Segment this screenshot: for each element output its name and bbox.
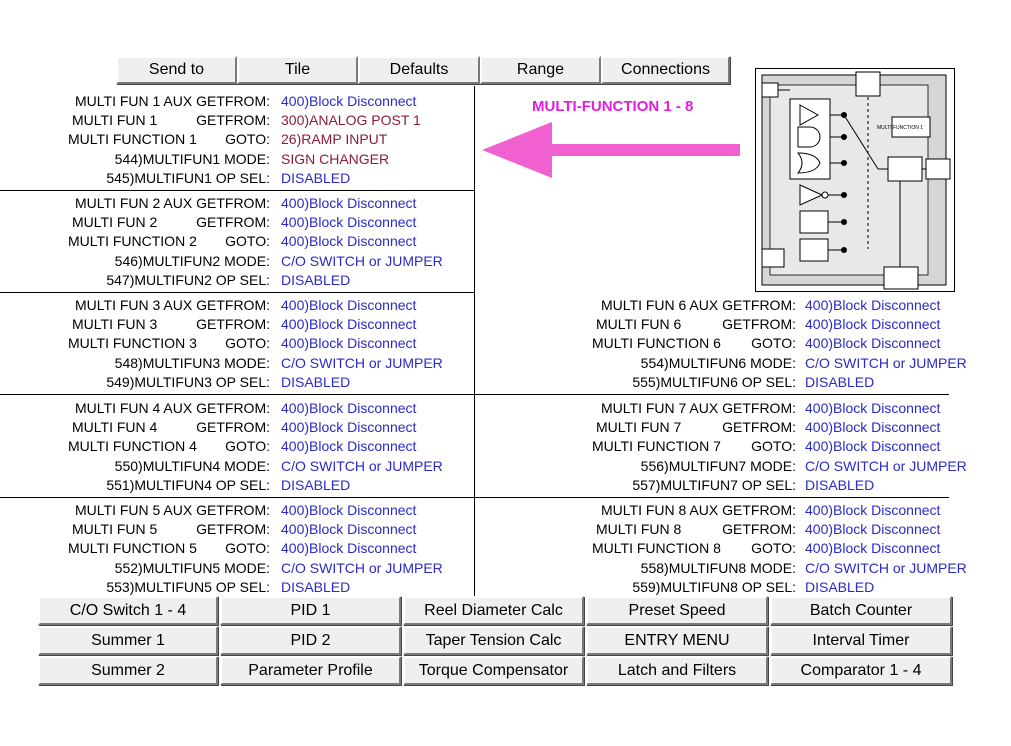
- nav-button-taper-tension-calc[interactable]: Taper Tension Calc: [403, 626, 584, 655]
- divider-right-2: [475, 497, 949, 498]
- param-label: MULTI FUN 4: [72, 419, 158, 436]
- param-value[interactable]: C/O SWITCH or JUMPER: [805, 354, 967, 371]
- param-value[interactable]: 400)Block Disconnect: [281, 419, 417, 436]
- param-label-suffix: GOTO:: [225, 233, 270, 250]
- param-value[interactable]: 400)Block Disconnect: [281, 93, 417, 109]
- param-value[interactable]: 400)Block Disconnect: [805, 335, 941, 352]
- tile-button[interactable]: Tile: [237, 56, 358, 84]
- param-value[interactable]: 400)Block Disconnect: [281, 316, 417, 333]
- nav-button-comparator-1-4[interactable]: Comparator 1 - 4: [770, 656, 952, 685]
- param-value[interactable]: C/O SWITCH or JUMPER: [281, 559, 443, 576]
- param-label: 551)MULTIFUN4 OP SEL:: [106, 476, 270, 493]
- param-label-suffix: GOTO:: [225, 131, 270, 148]
- param-label: 548)MULTIFUN3 MODE:: [114, 354, 270, 371]
- param-label: MULTI FUN 7 AUX GETFROM:: [601, 400, 796, 416]
- param-label-suffix: GETFROM:: [196, 521, 270, 538]
- param-value[interactable]: 400)Block Disconnect: [281, 195, 417, 211]
- param-value[interactable]: DISABLED: [805, 373, 875, 390]
- param-value[interactable]: DISABLED: [281, 578, 351, 595]
- param-label-suffix: GETFROM:: [722, 316, 796, 333]
- param-value[interactable]: 400)Block Disconnect: [805, 521, 941, 538]
- divider-left-3: [0, 394, 475, 395]
- defaults-button[interactable]: Defaults: [358, 56, 480, 84]
- param-label: MULTI FUN 8: [596, 521, 682, 538]
- param-label: MULTI FUN 2 AUX GETFROM:: [75, 195, 270, 211]
- param-label: 559)MULTIFUN8 OP SEL:: [632, 578, 796, 595]
- param-label: 552)MULTIFUN5 MODE:: [114, 559, 270, 576]
- param-value[interactable]: 400)Block Disconnect: [281, 233, 417, 250]
- param-value[interactable]: C/O SWITCH or JUMPER: [281, 252, 443, 269]
- param-value[interactable]: DISABLED: [281, 373, 351, 390]
- param-label: MULTI FUNCTION 8: [592, 540, 721, 557]
- param-label-suffix: GETFROM:: [196, 419, 270, 436]
- param-value[interactable]: 400)Block Disconnect: [281, 214, 417, 231]
- param-label: 554)MULTIFUN6 MODE:: [640, 354, 796, 371]
- nav-button-torque-compensator[interactable]: Torque Compensator: [403, 656, 584, 685]
- param-label: MULTI FUN 3: [72, 316, 158, 333]
- connections-button[interactable]: Connections: [601, 56, 730, 84]
- param-label-suffix: GETFROM:: [196, 112, 270, 129]
- page-title: MULTI-FUNCTION 1 - 8: [532, 98, 694, 115]
- param-value[interactable]: DISABLED: [805, 578, 875, 595]
- param-label-suffix: GOTO:: [751, 335, 796, 352]
- nav-button-batch-counter[interactable]: Batch Counter: [770, 596, 952, 625]
- param-value[interactable]: C/O SWITCH or JUMPER: [281, 354, 443, 371]
- param-label: 545)MULTIFUN1 OP SEL:: [106, 169, 270, 186]
- param-label: MULTI FUN 5 AUX GETFROM:: [75, 502, 270, 518]
- param-value[interactable]: C/O SWITCH or JUMPER: [805, 559, 967, 576]
- param-label-suffix: GOTO:: [751, 438, 796, 455]
- param-label-suffix: GOTO:: [225, 540, 270, 557]
- nav-button-parameter-profile[interactable]: Parameter Profile: [220, 656, 401, 685]
- param-label-suffix: GOTO:: [225, 438, 270, 455]
- arrow-left-icon: [480, 120, 742, 180]
- param-value[interactable]: DISABLED: [281, 476, 351, 493]
- param-value[interactable]: DISABLED: [281, 169, 351, 186]
- param-label: MULTI FUN 7: [596, 419, 682, 436]
- divider-left-2: [0, 292, 475, 293]
- nav-button-pid-2[interactable]: PID 2: [220, 626, 401, 655]
- nav-button-pid-1[interactable]: PID 1: [220, 596, 401, 625]
- param-label: MULTI FUN 1: [72, 112, 158, 129]
- send-to-button[interactable]: Send to: [116, 56, 237, 84]
- param-label: 546)MULTIFUN2 MODE:: [114, 252, 270, 269]
- param-value[interactable]: 400)Block Disconnect: [805, 297, 941, 313]
- param-label: MULTI FUN 4 AUX GETFROM:: [75, 400, 270, 416]
- param-label: 547)MULTIFUN2 OP SEL:: [106, 271, 270, 288]
- divider-right-1: [475, 394, 949, 395]
- param-label: MULTI FUNCTION 6: [592, 335, 721, 352]
- param-value[interactable]: 400)Block Disconnect: [281, 502, 417, 518]
- param-label-suffix: GETFROM:: [196, 316, 270, 333]
- param-value[interactable]: 400)Block Disconnect: [805, 400, 941, 416]
- nav-button-entry-menu[interactable]: ENTRY MENU: [586, 626, 768, 655]
- param-label: MULTI FUN 1 AUX GETFROM:: [75, 93, 270, 109]
- param-value[interactable]: SIGN CHANGER: [281, 150, 390, 167]
- param-label: MULTI FUN 6: [596, 316, 682, 333]
- param-value[interactable]: 400)Block Disconnect: [281, 297, 417, 313]
- param-value[interactable]: 26)RAMP INPUT: [281, 131, 388, 148]
- param-value[interactable]: 400)Block Disconnect: [281, 438, 417, 455]
- nav-button-summer-1[interactable]: Summer 1: [38, 626, 218, 655]
- param-label: 549)MULTIFUN3 OP SEL:: [106, 373, 270, 390]
- param-label: 557)MULTIFUN7 OP SEL:: [632, 476, 796, 493]
- param-label-suffix: GETFROM:: [722, 521, 796, 538]
- param-label: 553)MULTIFUN5 OP SEL:: [106, 578, 270, 595]
- param-label: MULTI FUNCTION 1: [68, 131, 197, 148]
- param-label: MULTI FUN 2: [72, 214, 158, 231]
- param-value[interactable]: C/O SWITCH or JUMPER: [805, 457, 967, 474]
- nav-button-summer-2[interactable]: Summer 2: [38, 656, 218, 685]
- param-value[interactable]: 400)Block Disconnect: [805, 540, 941, 557]
- param-label: MULTI FUNCTION 3: [68, 335, 197, 352]
- nav-button-interval-timer[interactable]: Interval Timer: [770, 626, 952, 655]
- param-value[interactable]: DISABLED: [281, 271, 351, 288]
- param-value[interactable]: 400)Block Disconnect: [805, 502, 941, 518]
- range-button[interactable]: Range: [480, 56, 601, 84]
- param-label: MULTI FUN 8 AUX GETFROM:: [601, 502, 796, 518]
- param-value[interactable]: 400)Block Disconnect: [281, 540, 417, 557]
- param-label: MULTI FUNCTION 7: [592, 438, 721, 455]
- param-value[interactable]: 400)Block Disconnect: [281, 400, 417, 416]
- svg-text:MULTI FUNCTION 1: MULTI FUNCTION 1: [876, 125, 924, 131]
- param-label: 556)MULTIFUN7 MODE:: [640, 457, 796, 474]
- param-value[interactable]: 400)Block Disconnect: [281, 335, 417, 352]
- divider-left-4: [0, 497, 475, 498]
- nav-button-latch-and-filters[interactable]: Latch and Filters: [586, 656, 768, 685]
- param-value[interactable]: 400)Block Disconnect: [281, 521, 417, 538]
- param-label: MULTI FUNCTION 5: [68, 540, 197, 557]
- param-label-suffix: GOTO:: [751, 540, 796, 557]
- param-value[interactable]: 400)Block Disconnect: [805, 438, 941, 455]
- param-label: MULTI FUNCTION 4: [68, 438, 197, 455]
- param-value[interactable]: 300)ANALOG POST 1: [281, 112, 421, 129]
- param-label-suffix: GOTO:: [225, 335, 270, 352]
- column-divider: [474, 86, 475, 598]
- param-value[interactable]: DISABLED: [805, 476, 875, 493]
- multifunction-block-diagram[interactable]: [755, 68, 955, 292]
- param-label: 555)MULTIFUN6 OP SEL:: [632, 373, 796, 390]
- param-value[interactable]: 400)Block Disconnect: [805, 316, 941, 333]
- nav-button-reel-diameter-calc[interactable]: Reel Diameter Calc: [403, 596, 584, 625]
- param-label: MULTI FUN 6 AUX GETFROM:: [601, 297, 796, 313]
- param-label-suffix: GETFROM:: [196, 214, 270, 231]
- param-value[interactable]: C/O SWITCH or JUMPER: [281, 457, 443, 474]
- param-label: 544)MULTIFUN1 MODE:: [114, 150, 270, 167]
- divider-left-1: [0, 190, 475, 191]
- param-label: 558)MULTIFUN8 MODE:: [640, 559, 796, 576]
- nav-button-preset-speed[interactable]: Preset Speed: [586, 596, 768, 625]
- param-label: MULTI FUNCTION 2: [68, 233, 197, 250]
- param-label: 550)MULTIFUN4 MODE:: [114, 457, 270, 474]
- param-label: MULTI FUN 3 AUX GETFROM:: [75, 297, 270, 313]
- param-value[interactable]: 400)Block Disconnect: [805, 419, 941, 436]
- param-label-suffix: GETFROM:: [722, 419, 796, 436]
- nav-button-c-o-switch-1-4[interactable]: C/O Switch 1 - 4: [38, 596, 218, 625]
- param-label: MULTI FUN 5: [72, 521, 158, 538]
